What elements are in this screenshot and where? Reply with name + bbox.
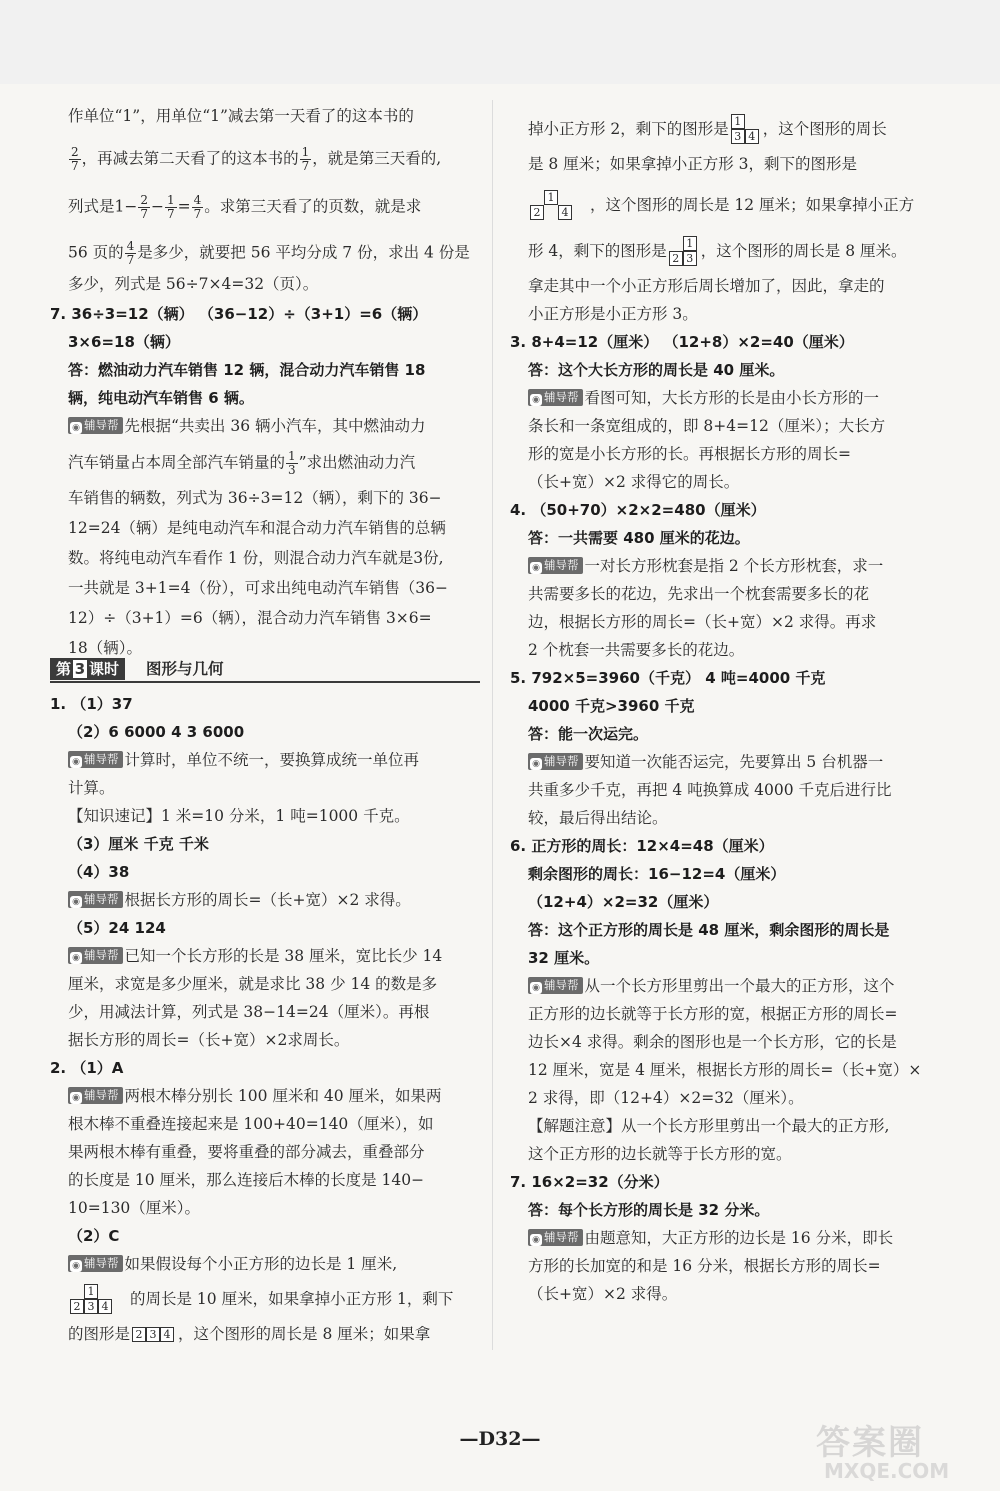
answer-line: 剩余图形的周长：16−12=4（厘米）	[528, 865, 786, 883]
text-line: 12=24（辆）是纯电动汽车和混合动力汽车销售的总辆	[68, 519, 446, 537]
text-line: ◉ 辅导帮 由题意知，大正方形的边长是 16 分米，即长	[528, 1226, 893, 1250]
page-number: —D32—	[459, 1428, 541, 1450]
answer-line: （5）24 124	[68, 919, 166, 937]
top-margin-band	[0, 0, 1000, 84]
helper-icon: ◉	[70, 1092, 82, 1104]
answer-line: （3）厘米 千克 千米	[68, 835, 209, 853]
answer-line: 4. （50+70）×2×2=480（厘米）	[510, 501, 766, 519]
answer-line: （4）38	[68, 863, 130, 881]
text-line: 是 8 厘米；如果拿掉小正方形 3，剩下的图形是	[528, 155, 858, 173]
text-line: 2 个枕套一共需要多长的花边。	[528, 641, 745, 659]
text-line: ◉ 辅导帮 先根据“共卖出 36 辆小汽车，其中燃油动力	[68, 414, 426, 438]
square-figure: 1 2 4	[530, 190, 588, 222]
text-line: 18（辆）。	[68, 639, 142, 657]
answer-line: 32 厘米。	[528, 949, 600, 967]
fraction: $\frac{2}{7}$	[140, 193, 148, 221]
answer-line: 3×6=18（辆）	[68, 333, 180, 351]
answer-line: 答：能一次运完。	[528, 725, 649, 743]
text-line: 1 2 3 4 的周长是 10 厘米，如果拿掉小正方形 1，剩下	[68, 1284, 453, 1316]
text-line: ◉ 辅导帮 根据长方形的周长=（长+宽）×2 求得。	[68, 888, 411, 912]
text-line: 形的宽是小长方形的长。再根据长方形的周长=	[528, 445, 851, 463]
text-line: ◉ 辅导帮 计算时，单位不统一，要换算成统一单位再	[68, 748, 419, 772]
helper-icon: ◉	[70, 422, 82, 434]
text-line: 方形的长加宽的和是 16 分米，根据长方形的周长=	[528, 1257, 881, 1275]
helper-badge: ◉ 辅导帮	[68, 417, 123, 434]
column-divider	[492, 100, 493, 1350]
text-line: 1 2 4 ，这个图形的周长是 12 厘米；如果拿掉小正方	[528, 190, 914, 222]
text-line: 列式是1− $\frac{2}{7}$ − $\frac{1}{7}$ = $\frac{4}{7}$ 。求第三天看了的页数，就是求	[68, 193, 422, 221]
helper-icon: ◉	[70, 1260, 82, 1272]
text-line: 拿走其中一个小正方形后周长增加了，因此，拿走的	[528, 277, 885, 295]
helper-icon: ◉	[530, 394, 542, 406]
text-line: 12）÷（3+1）=6（辆），混合动力汽车销售 3×6=	[68, 609, 432, 627]
helper-badge: ◉ 辅导帮	[68, 891, 123, 908]
answer-line: 答：燃油动力汽车销售 12 辆，混合动力汽车销售 18	[68, 361, 426, 379]
text-line: $\frac{2}{7}$ ，再减去第二天看了的这本书的 $\frac{1}{7}$ ，就是第三天看的,	[71, 145, 442, 173]
text-line: 多少，列式是 56÷7×4=32（页）。	[68, 275, 319, 293]
answer-line: 5. 792×5=3960（千克） 4 吨=4000 千克	[510, 669, 826, 687]
text-line: （长+宽）×2 求得它的周长。	[528, 473, 740, 491]
text-line: 的长度是 10 厘米，那么连接后木棒的长度是 140−	[68, 1171, 425, 1189]
text-line: ◉ 辅导帮 看图可知，大长方形的长是由小长方形的一	[528, 386, 879, 410]
helper-icon: ◉	[70, 756, 82, 768]
fraction: $\frac{4}{7}$	[193, 193, 202, 221]
helper-badge: ◉ 辅导帮	[528, 389, 583, 406]
helper-badge: ◉ 辅导帮	[68, 751, 123, 768]
square-figure: 1 2 3 4	[70, 1284, 128, 1316]
text-line: ◉ 辅导帮 一对长方形枕套是指 2 个长方形枕套，求一	[528, 554, 883, 578]
text-line: 56 页的 $\frac{4}{7}$ 是多少，就要把 56 平均分成 7 份，求出 4 份是	[68, 239, 470, 267]
fraction: $\frac{1}{3}$	[288, 449, 296, 477]
square-figure: 2 3 4	[132, 1327, 176, 1343]
watermark: 答案圈 MXQE.COM	[816, 1423, 950, 1483]
helper-icon: ◉	[70, 896, 82, 908]
answer-line: 3. 8+4=12（厘米） （12+8）×2=40（厘米）	[510, 333, 854, 351]
answer-line: 辆，纯电动汽车销售 6 辆。	[68, 389, 254, 407]
section-title: 图形与几何	[146, 660, 224, 678]
answer-line: 4000 千克>3960 千克	[528, 697, 695, 715]
answer-line: （2）6 6000 4 3 6000	[68, 723, 245, 741]
helper-icon: ◉	[530, 562, 542, 574]
text-line: 正方形的边长就等于长方形的宽，根据正方形的周长=	[528, 1005, 898, 1023]
text-line: 作单位“1”，用单位“1”减去第一天看了的这本书的	[68, 107, 414, 125]
text-line: 数。将纯电动汽车看作 1 份，则混合动力汽车就是3份,	[68, 549, 444, 567]
text-line: 汽车销量占本周全部汽车销量的 $\frac{1}{3}$ ”求出燃油动力汽	[68, 449, 416, 477]
answer-line: 答：这个正方形的周长是 48 厘米，剩余图形的周长是	[528, 921, 890, 939]
helper-badge: ◉ 辅导帮	[528, 753, 583, 770]
answer-line: 答：这个大长方形的周长是 40 厘米。	[528, 361, 785, 379]
text-line: ◉ 辅导帮 已知一个长方形的长是 38 厘米，宽比长少 14	[68, 944, 442, 968]
helper-icon: ◉	[530, 982, 542, 994]
text-line: ◉ 辅导帮 如果假设每个小正方形的边长是 1 厘米,	[68, 1252, 397, 1276]
helper-badge: ◉ 辅导帮	[528, 557, 583, 574]
text-line: 掉小正方形 2，剩下的图形是 1 3 4 ，这个图形的周长	[528, 114, 887, 146]
answer-line: （12+4）×2=32（厘米）	[528, 893, 719, 911]
answer-line: 7. 36÷3=12（辆） （36−12）÷（3+1）=6（辆）	[50, 305, 428, 323]
answer-line: （2）C	[68, 1227, 120, 1245]
helper-badge: ◉ 辅导帮	[528, 1229, 583, 1246]
text-line: ◉ 辅导帮 两根木棒分别长 100 厘米和 40 厘米，如果两	[68, 1084, 442, 1108]
text-line: 果两根木棒有重叠，要将重叠的部分减去，重叠部分	[68, 1143, 425, 1161]
text-line: 12 厘米，宽是 4 厘米，根据长方形的周长=（长+宽）×	[528, 1061, 922, 1079]
answer-line: 2. （1）A	[50, 1059, 124, 1077]
text-line: ◉ 辅导帮 从一个长方形里剪出一个最大的正方形，这个	[528, 974, 895, 998]
answer-line: 答：一共需要 480 厘米的花边。	[528, 529, 750, 547]
square-figure: 1 2 3	[669, 236, 699, 268]
text-line: 的图形是 2 3 4 ，这个图形的周长是 8 厘米；如果拿	[68, 1325, 431, 1343]
text-line: 较，最后得出结论。	[528, 809, 668, 827]
text-line: 【解题注意】从一个长方形里剪出一个最大的正方形,	[528, 1117, 890, 1135]
answer-line: 6. 正方形的周长：12×4=48（厘米）	[510, 837, 774, 855]
text-line: 据长方形的周长=（长+宽）×2求周长。	[68, 1031, 350, 1049]
text-line: 2 求得，即（12+4）×2=32（厘米）。	[528, 1089, 804, 1107]
fraction: $\frac{1}{7}$	[301, 145, 310, 173]
text-line: 车销售的辆数，列式为 36÷3=12（辆），剩下的 36−	[68, 489, 442, 507]
square-figure: 1 3 4	[731, 114, 761, 146]
text-line: ◉ 辅导帮 要知道一次能否运完，先要算出 5 台机器一	[528, 750, 883, 774]
helper-badge: ◉ 辅导帮	[68, 1255, 123, 1272]
text-line: 边长×4 求得。剩余的图形也是一个长方形，它的长是	[528, 1033, 897, 1051]
helper-badge: ◉ 辅导帮	[68, 1087, 123, 1104]
helper-icon: ◉	[530, 758, 542, 770]
text-line: 10=130（厘米）。	[68, 1199, 201, 1217]
text-line: 一共就是 3+1=4（份），可求出纯电动汽车销售（36−	[68, 579, 448, 597]
text-line: 条长和一条宽组成的，即 8+4=12（厘米）；大长方	[528, 417, 886, 435]
helper-badge: ◉ 辅导帮	[68, 947, 123, 964]
text-line: 形 4，剩下的图形是 1 2 3 ，这个图形的周长是 8 厘米。	[528, 236, 907, 268]
answer-line: 答：每个长方形的周长是 32 分米。	[528, 1201, 770, 1219]
answer-line: 1. （1）37	[50, 695, 133, 713]
text-line: 少，用减法计算，列式是 38−14=24（厘米）。再根	[68, 1003, 430, 1021]
fraction: $\frac{2}{7}$	[71, 145, 79, 173]
text-line: 这个正方形的边长就等于长方形的宽。	[528, 1145, 792, 1163]
helper-icon: ◉	[530, 1234, 542, 1246]
text-line: 厘米，求宽是多少厘米，就是求比 38 少 14 的数是多	[68, 975, 438, 993]
answer-line: 7. 16×2=32（分米）	[510, 1173, 669, 1191]
helper-badge: ◉ 辅导帮	[528, 977, 583, 994]
text-line: 计算。	[68, 779, 115, 797]
text-line: 根木棒不重叠连接起来是 100+40=140（厘米），如	[68, 1115, 434, 1133]
text-line: 共重多少千克，再把 4 吨换算成 4000 千克后进行比	[528, 781, 892, 799]
section-rule	[50, 681, 480, 683]
text-line: 小正方形是小正方形 3。	[528, 305, 698, 323]
text-line: 共需要多长的花边，先求出一个枕套需要多长的花	[528, 585, 870, 603]
section-header	[50, 658, 480, 682]
fraction: $\frac{4}{7}$	[126, 239, 135, 267]
helper-icon: ◉	[70, 952, 82, 964]
lesson-label: 第 3 课时	[50, 658, 125, 680]
text-line: （长+宽）×2 求得。	[528, 1285, 678, 1303]
text-line: 【知识速记】1 米=10 分米，1 吨=1000 千克。	[68, 807, 410, 825]
text-line: 边，根据长方形的周长=（长+宽）×2 求得。再求	[528, 613, 877, 631]
fraction: $\frac{1}{7}$	[167, 193, 175, 221]
